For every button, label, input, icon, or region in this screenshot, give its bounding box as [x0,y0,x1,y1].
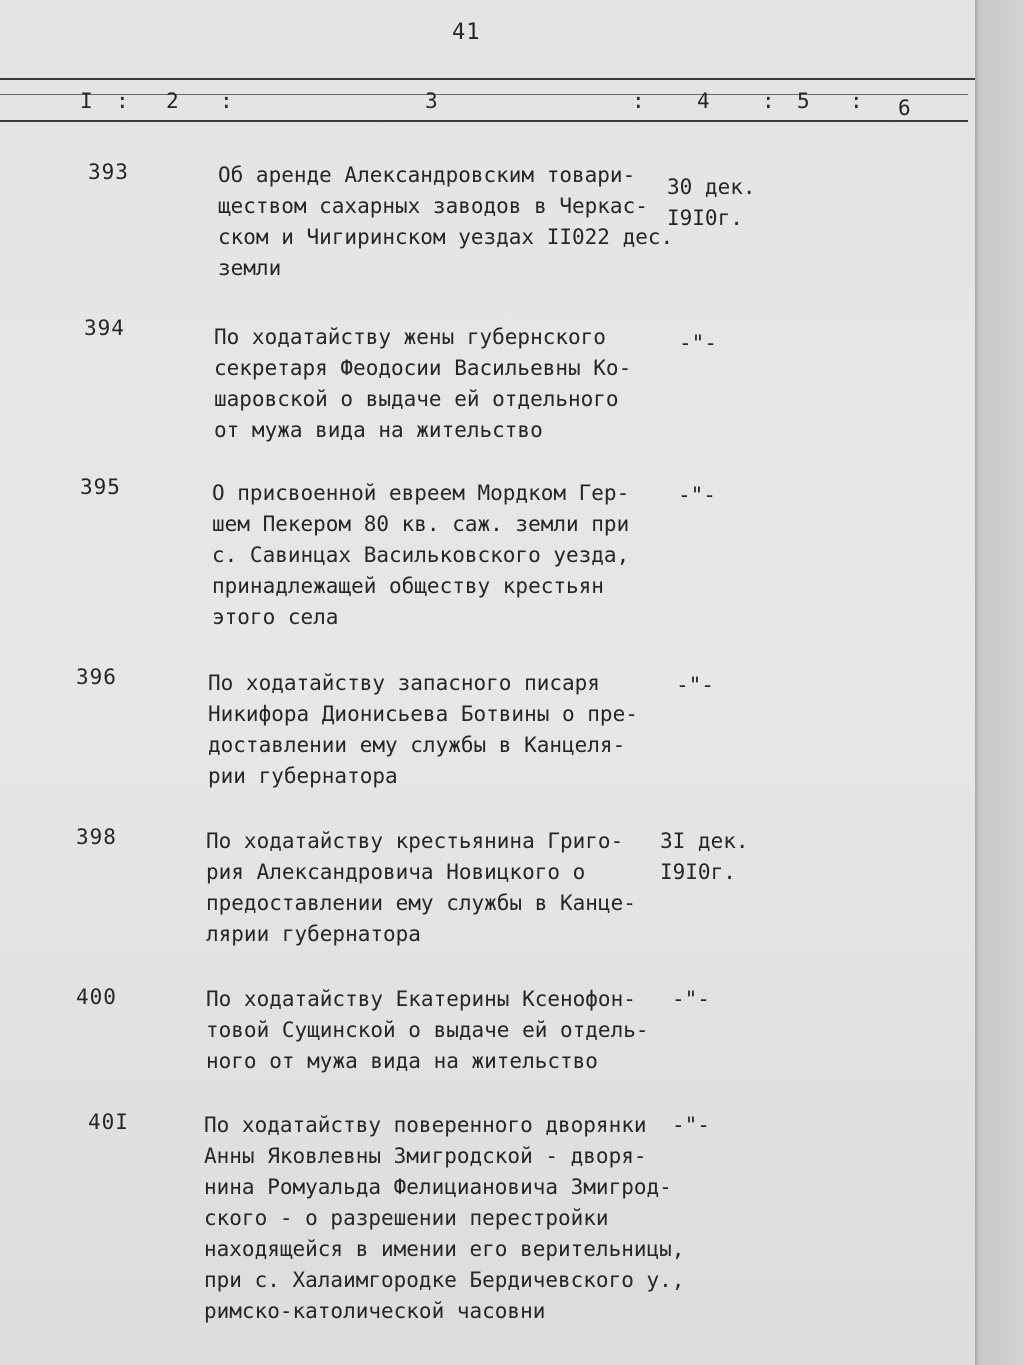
entry-line: римско-католической часовни [204,1299,546,1323]
entry-line: ществом сахарных заводов в Черкас- [218,194,648,218]
column-header-2: 2 [166,89,179,113]
header-rule-bottom [0,120,968,122]
page-number: 41 [452,20,481,45]
entry-line: шем Пекером 80 кв. саж. земли при [212,512,630,536]
entry-date-line: I9I0г. [667,206,743,230]
column-separator: : [850,89,863,113]
entry-description [212,478,682,633]
entry-line: от мужа вида на жительство [214,418,543,442]
entry-number: 396 [76,665,117,689]
entry-number: 395 [80,475,121,499]
entry-line: рии губернатора [208,764,398,788]
entry-line: предоставлении ему службы в Канце- [206,891,636,915]
entry-date [676,670,714,701]
entry-line: рия Александровича Новицкого о [206,860,586,884]
column-header-6: 6 [898,96,911,120]
entry-description [214,322,684,446]
entry-date-line: -"- [676,673,714,697]
entry-date [678,480,716,511]
entry-line: доставлении ему службы в Канцеля- [208,733,626,757]
entry-line: этого села [212,605,339,629]
entry-date-line: -"- [672,1113,710,1137]
entry-description [206,984,676,1077]
column-header-4: 4 [697,89,710,113]
entry-line: товой Сущинской о выдаче ей отдель- [206,1018,649,1042]
column-separator: : [762,89,775,113]
entry-date [679,328,717,359]
entry-date-line: I9I0г. [660,860,736,884]
entry-line: Анны Яковлевны Змигродской - дворя- [204,1144,647,1168]
entry-line: принадлежащей обществу крестьян [212,574,604,598]
entry-number: 393 [88,160,129,184]
entry-number: 40I [88,1110,129,1134]
entry-line: По ходатайству запасного писаря [208,671,600,695]
entry-date [660,826,749,888]
entry-number: 400 [76,985,117,1009]
entry-date [667,172,756,234]
entry-line: земли [218,256,282,280]
entry-line: нина Ромуальда Фелициановича Змигрод- [204,1175,672,1199]
column-separator: : [220,89,233,113]
entry-date [672,984,710,1015]
entry-line: ском и Чигиринском уездах II022 дес. [218,225,674,249]
column-header-3: 3 [425,89,438,113]
entry-date-line: 3I дек. [660,829,749,853]
entry-number: 398 [76,825,117,849]
entry-line: По ходатайству жены губернского [214,325,606,349]
entry-line: По ходатайству Екатерины Ксенофон- [206,987,636,1011]
page-edge-shadow [975,0,1024,1365]
entry-date-line: -"- [672,987,710,1011]
entry-date-line: -"- [678,483,716,507]
header-rule-inner [0,94,968,95]
column-separator: : [116,89,129,113]
entry-line: По ходатайству поверенного дворянки [204,1113,647,1137]
entry-line: ского - о разрешении перестройки [204,1206,609,1230]
entry-description [206,826,676,950]
entry-description [204,1110,685,1327]
entry-number: 394 [84,316,125,340]
column-separator: : [632,89,645,113]
entry-line: Об аренде Александровским товари- [218,163,636,187]
column-header-1: I [80,89,93,113]
entry-description [218,160,688,284]
column-header-5: 5 [797,89,810,113]
entry-line: лярии губернатора [206,922,421,946]
entry-line: ного от мужа вида на жительство [206,1049,598,1073]
entry-line: секретаря Феодосии Васильевны Ко- [214,356,632,380]
header-rule-top [0,78,975,80]
entry-line: находящейся в имении его верительницы, [204,1237,685,1261]
entry-date-line: 30 дек. [667,175,756,199]
entry-date-line: -"- [679,331,717,355]
entry-line: По ходатайству крестьянина Григо- [206,829,624,853]
entry-description [208,668,678,792]
entry-line: О присвоенной евреем Мордком Гер- [212,481,630,505]
entry-line: при с. Халаимгородке Бердичевского у., [204,1268,685,1292]
entry-date [672,1110,710,1141]
entry-line: с. Савинцах Васильковского уезда, [212,543,630,567]
entry-line: шаровской о выдаче ей отдельного [214,387,619,411]
entry-line: Никифора Дионисьева Ботвины о пре- [208,702,638,726]
